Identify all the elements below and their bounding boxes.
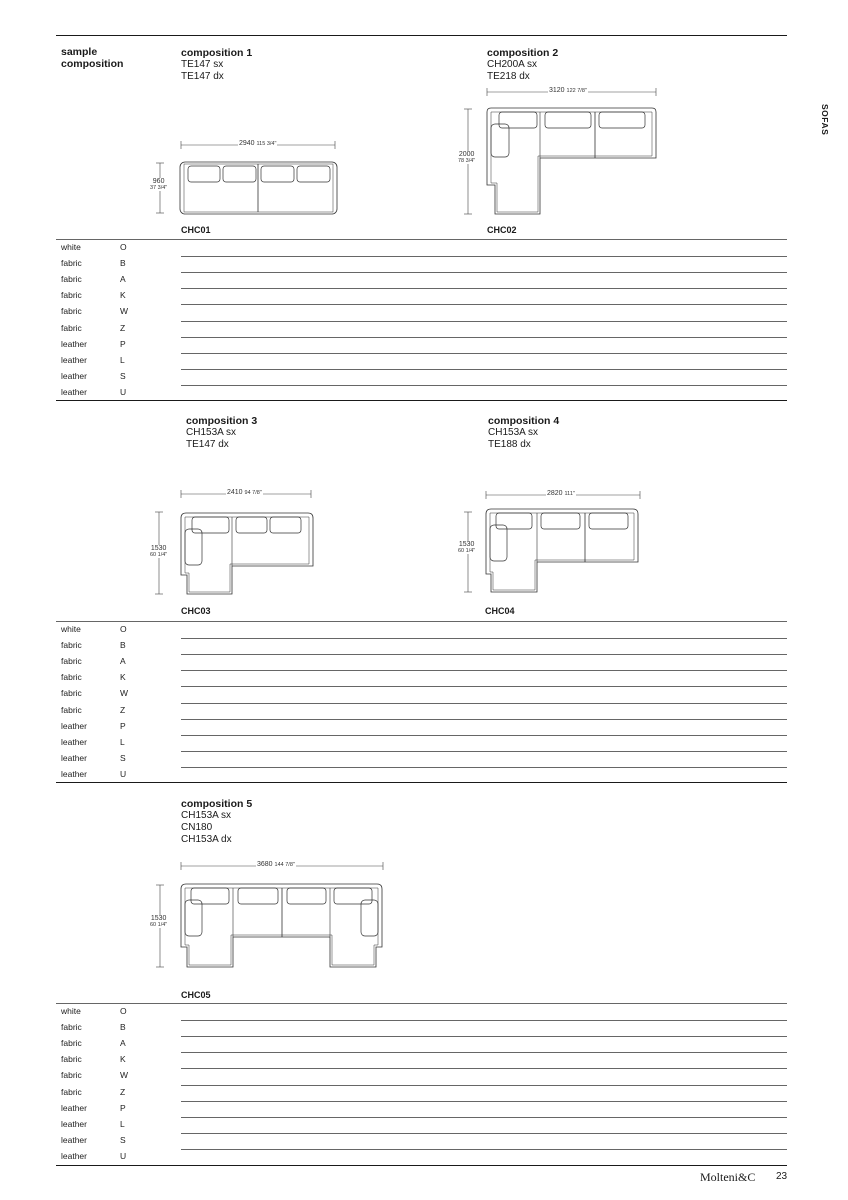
module-line: TE188 dx xyxy=(488,439,531,450)
finish-code: Z xyxy=(120,704,126,715)
finish-material: fabric xyxy=(61,688,82,699)
finish-material: leather xyxy=(61,1150,87,1161)
finish-code: W xyxy=(120,688,129,699)
finish-code: W xyxy=(120,306,129,317)
module-line: TE218 dx xyxy=(487,71,530,82)
finish-material: fabric xyxy=(61,322,82,333)
composition-code: CHC01 xyxy=(181,225,211,235)
finish-material: leather xyxy=(61,1134,87,1145)
width-dimension: 2820 111" xyxy=(547,490,575,497)
table-row-line xyxy=(181,1085,787,1086)
module-line: TE147 sx xyxy=(181,59,224,70)
finish-material: fabric xyxy=(61,306,82,317)
width-dimension: 2940 115 3/4" xyxy=(239,140,277,147)
finish-code: U xyxy=(120,1150,127,1161)
finish-code: A xyxy=(120,274,126,285)
finish-material: fabric xyxy=(61,672,82,683)
finish-material: fabric xyxy=(61,640,82,651)
finish-code: L xyxy=(120,354,125,365)
finish-material: fabric xyxy=(61,1022,82,1033)
table-row-line xyxy=(181,1068,787,1069)
composition-code: CHC03 xyxy=(181,606,211,616)
finish-material: fabric xyxy=(61,274,82,285)
finish-code: Z xyxy=(120,322,126,333)
table-rule xyxy=(56,1003,787,1004)
depth-dimension: 1530 60 1/4" xyxy=(458,541,476,554)
finish-code: K xyxy=(120,672,126,683)
module-line: CH153A dx xyxy=(181,834,232,845)
finish-material: white xyxy=(61,242,81,252)
finish-material: fabric xyxy=(61,656,82,667)
finish-material: fabric xyxy=(61,1038,82,1049)
module-line: CH153A sx xyxy=(186,427,237,438)
finish-code: B xyxy=(120,1022,126,1033)
finish-code: L xyxy=(120,736,125,747)
finish-code: O xyxy=(120,1006,127,1016)
finish-material: leather xyxy=(61,720,87,731)
depth-dimension: 1530 60 1/4" xyxy=(150,915,168,928)
module-line: TE147 dx xyxy=(181,71,224,82)
width-dimension: 3120 122 7/8" xyxy=(549,87,587,94)
module-line: TE147 dx xyxy=(186,439,229,450)
finish-material: leather xyxy=(61,354,87,365)
composition-title: composition 3 xyxy=(186,415,258,427)
composition-code: CHC04 xyxy=(485,606,515,616)
depth-dimension: 1530 60 1/4" xyxy=(150,545,168,558)
table-row-line xyxy=(181,1149,787,1150)
finish-code: Z xyxy=(120,1086,126,1097)
finish-material: fabric xyxy=(61,704,82,715)
table-row-line xyxy=(181,1133,787,1134)
table-row-line xyxy=(181,1020,787,1021)
finish-code: S xyxy=(120,1134,126,1145)
finish-material: fabric xyxy=(61,1086,82,1097)
composition-title: composition 4 xyxy=(488,415,560,427)
finish-code: U xyxy=(120,386,127,397)
sample-composition-label: sample composition xyxy=(61,46,124,70)
finish-code: K xyxy=(120,1054,126,1065)
table-row-line xyxy=(181,1101,787,1102)
finish-code: B xyxy=(120,640,126,651)
finish-material: fabric xyxy=(61,258,82,269)
width-dimension: 3680 144 7/8" xyxy=(257,861,295,868)
composition-code: CHC05 xyxy=(181,990,211,1000)
composition-title: composition 1 xyxy=(181,47,253,59)
finish-code: U xyxy=(120,768,127,779)
composition-title: composition 5 xyxy=(181,798,253,810)
finish-material: white xyxy=(61,1006,81,1016)
section-tab: SOFAS xyxy=(820,104,830,136)
table-row-line xyxy=(181,1036,787,1037)
finish-material: leather xyxy=(61,1118,87,1129)
composition-title: composition 2 xyxy=(487,47,559,59)
width-dimension: 2410 94 7/8" xyxy=(227,489,262,496)
depth-dimension: 960 37 3/4" xyxy=(150,178,168,191)
table-row-line xyxy=(181,1052,787,1053)
module-line: CH200A sx xyxy=(487,59,538,70)
finish-material: fabric xyxy=(61,290,82,301)
finish-material: leather xyxy=(61,338,87,349)
finish-code: A xyxy=(120,656,126,667)
finish-material: leather xyxy=(61,1102,87,1113)
finish-code: O xyxy=(120,242,127,252)
table-row-line xyxy=(181,1117,787,1118)
module-line: CH153A sx xyxy=(488,427,539,438)
finish-material: fabric xyxy=(61,1054,82,1065)
finish-code: W xyxy=(120,1070,129,1081)
finish-material: fabric xyxy=(61,1070,82,1081)
finish-code: P xyxy=(120,1102,126,1113)
finish-code: A xyxy=(120,1038,126,1049)
finish-code: P xyxy=(120,338,126,349)
finish-code: K xyxy=(120,290,126,301)
page-number: 23 xyxy=(776,1171,788,1182)
finish-code: B xyxy=(120,258,126,269)
module-line: CH153A sx xyxy=(181,810,232,821)
finish-code: P xyxy=(120,720,126,731)
finish-code: S xyxy=(120,370,126,381)
bottom-rule xyxy=(56,1165,787,1166)
brand-logo: Molteni&C xyxy=(700,1170,756,1184)
finish-code: L xyxy=(120,1118,125,1129)
finish-material: leather xyxy=(61,386,87,397)
finish-material: leather xyxy=(61,752,87,763)
composition-code: CHC02 xyxy=(487,225,517,235)
finish-material: leather xyxy=(61,370,87,381)
module-line: CN180 xyxy=(181,822,213,833)
finish-material: leather xyxy=(61,736,87,747)
finish-material: white xyxy=(61,624,81,634)
finish-material: leather xyxy=(61,768,87,779)
depth-dimension: 2000 78 3/4" xyxy=(458,151,476,164)
finish-code: S xyxy=(120,752,126,763)
finish-code: O xyxy=(120,624,127,634)
